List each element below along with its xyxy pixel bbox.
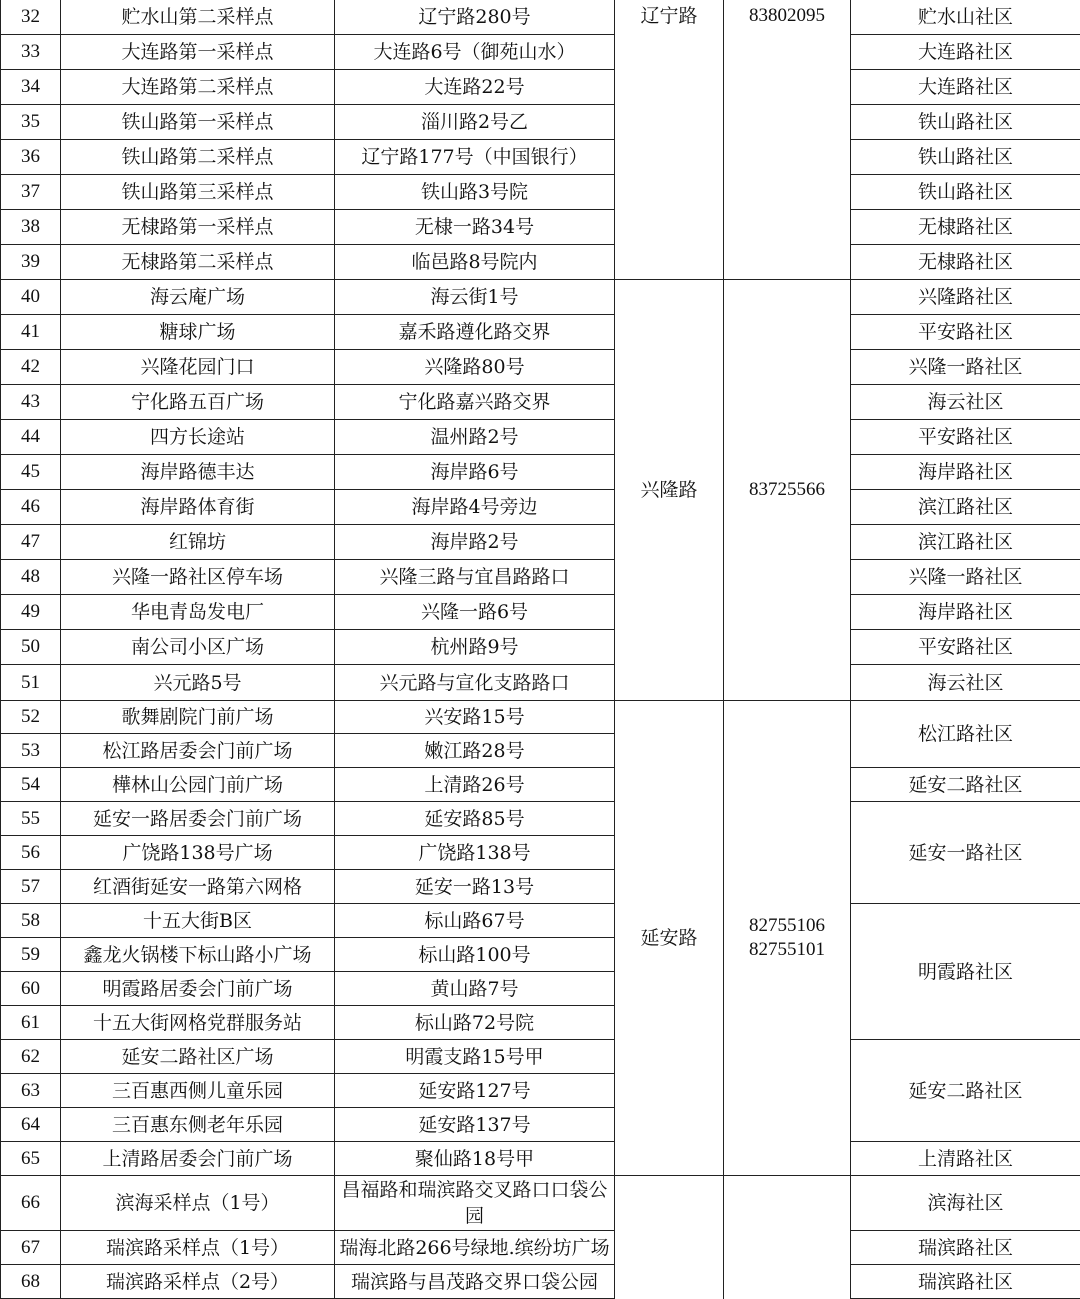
site-address: 兴元路与宣化支路路口 [335,665,615,701]
street-name: 辽宁路 [615,0,724,280]
community-name: 兴隆路社区 [851,280,1080,315]
row-number: 39 [1,245,61,280]
community-name: 海云社区 [851,385,1080,420]
site-address: 无棣一路34号 [335,210,615,245]
row-number: 55 [1,802,61,836]
table-row [1,701,1080,734]
table-row [1,560,1080,595]
site-name: 无棣路第一采样点 [61,210,335,245]
site-name: 铁山路第二采样点 [61,140,335,175]
community-name: 兴隆一路社区 [851,350,1080,385]
community-name: 滨江路社区 [851,490,1080,525]
community-name: 铁山路社区 [851,140,1080,175]
community-name: 延安二路社区 [851,768,1080,802]
table-row [1,768,1080,802]
table-row [1,280,1080,315]
site-name: 红酒街延安一路第六网格 [61,870,335,904]
street-name: 兴隆路 [615,280,724,701]
site-name: 兴隆花园门口 [61,350,335,385]
table-row [1,105,1080,140]
site-address: 大连路22号 [335,70,615,105]
row-number: 59 [1,938,61,972]
row-number: 57 [1,870,61,904]
row-number: 43 [1,385,61,420]
site-address: 临邑路8号院内 [335,245,615,280]
site-name: 糖球广场 [61,315,335,350]
site-name: 歌舞剧院门前广场 [61,701,335,734]
site-address: 温州路2号 [335,420,615,455]
table-row [1,904,1080,938]
community-name: 平安路社区 [851,630,1080,665]
row-number: 68 [1,1265,61,1299]
site-name: 铁山路第一采样点 [61,105,335,140]
site-address: 聚仙路18号甲 [335,1142,615,1176]
site-name: 大连路第二采样点 [61,70,335,105]
table-row [1,350,1080,385]
row-number: 52 [1,701,61,734]
site-name: 十五大街B区 [61,904,335,938]
row-number: 40 [1,280,61,315]
community-name: 瑞滨路社区 [851,1231,1080,1265]
table-row [1,1176,1080,1231]
table-row [1,175,1080,210]
site-name: 兴隆一路社区停车场 [61,560,335,595]
site-address: 兴隆一路6号 [335,595,615,630]
row-number: 51 [1,665,61,701]
site-address: 嫩江路28号 [335,734,615,768]
site-address: 兴隆三路与宜昌路路口 [335,560,615,595]
community-name: 大连路社区 [851,70,1080,105]
table-row [1,1231,1080,1265]
row-number: 47 [1,525,61,560]
community-name: 海云社区 [851,665,1080,701]
street-name: 延安路 [615,701,724,1176]
site-name: 瑞滨路采样点（2号） [61,1265,335,1299]
table-row [1,70,1080,105]
table-row [1,490,1080,525]
row-number: 46 [1,490,61,525]
site-name: 松江路居委会门前广场 [61,734,335,768]
community-name: 明霞路社区 [851,904,1080,1040]
table-row [1,1265,1080,1299]
row-number: 42 [1,350,61,385]
table-row [1,245,1080,280]
site-name: 宁化路五百广场 [61,385,335,420]
site-address: 延安路137号 [335,1108,615,1142]
site-name: 海云庵广场 [61,280,335,315]
row-number: 56 [1,836,61,870]
row-number: 62 [1,1040,61,1074]
site-address: 铁山路3号院 [335,175,615,210]
community-name: 贮水山社区 [851,0,1080,35]
row-number: 38 [1,210,61,245]
site-address: 宁化路嘉兴路交界 [335,385,615,420]
row-number: 58 [1,904,61,938]
site-name: 红锦坊 [61,525,335,560]
community-name: 上清路社区 [851,1142,1080,1176]
table-row [1,665,1080,701]
site-name: 贮水山第二采样点 [61,0,335,35]
row-number: 67 [1,1231,61,1265]
table-row [1,1040,1080,1074]
site-name: 樺林山公园门前广场 [61,768,335,802]
site-name: 滨海采样点（1号） [61,1176,335,1231]
site-name: 华电青岛发电厂 [61,595,335,630]
community-name: 滨海社区 [851,1176,1080,1231]
table-row [1,525,1080,560]
row-number: 41 [1,315,61,350]
community-name: 松江路社区 [851,701,1080,768]
row-number: 64 [1,1108,61,1142]
row-number: 49 [1,595,61,630]
table-row [1,0,1080,35]
row-number: 63 [1,1074,61,1108]
site-name: 十五大街网格党群服务站 [61,1006,335,1040]
site-address: 延安路85号 [335,802,615,836]
site-address: 广饶路138号 [335,836,615,870]
row-number: 37 [1,175,61,210]
site-address: 兴安路15号 [335,701,615,734]
table-row [1,140,1080,175]
site-name: 瑞滨路采样点（1号） [61,1231,335,1265]
site-address: 淄川路2号乙 [335,105,615,140]
site-address: 瑞海北路266号绿地.缤纷坊广场 [335,1231,615,1265]
table-row [1,802,1080,836]
row-number: 60 [1,972,61,1006]
site-address: 辽宁路177号（中国银行） [335,140,615,175]
site-name: 兴元路5号 [61,665,335,701]
row-number: 66 [1,1176,61,1231]
community-name: 大连路社区 [851,35,1080,70]
community-name: 瑞滨路社区 [851,1265,1080,1299]
community-name: 海岸路社区 [851,595,1080,630]
community-name: 海岸路社区 [851,455,1080,490]
street-name [615,1176,724,1299]
site-name: 四方长途站 [61,420,335,455]
site-name: 延安二路社区广场 [61,1040,335,1074]
row-number: 61 [1,1006,61,1040]
site-address: 标山路100号 [335,938,615,972]
row-number: 65 [1,1142,61,1176]
site-name: 三百惠西侧儿童乐园 [61,1074,335,1108]
community-name: 兴隆一路社区 [851,560,1080,595]
site-name: 海岸路体育街 [61,490,335,525]
site-address: 辽宁路280号 [335,0,615,35]
row-number: 32 [1,0,61,35]
site-name: 无棣路第二采样点 [61,245,335,280]
community-name: 延安二路社区 [851,1040,1080,1142]
row-number: 34 [1,70,61,105]
contact-phone [724,1176,851,1299]
site-address: 大连路6号（御苑山水） [335,35,615,70]
table-row [1,420,1080,455]
site-address: 标山路72号院 [335,1006,615,1040]
community-name: 铁山路社区 [851,105,1080,140]
site-name: 明霞路居委会门前广场 [61,972,335,1006]
table-row [1,210,1080,245]
row-number: 54 [1,768,61,802]
table-row [1,455,1080,490]
row-number: 53 [1,734,61,768]
row-number: 50 [1,630,61,665]
row-number: 45 [1,455,61,490]
table-row [1,595,1080,630]
site-name: 鑫龙火锅楼下标山路小广场 [61,938,335,972]
site-name: 铁山路第三采样点 [61,175,335,210]
site-address: 嘉禾路遵化路交界 [335,315,615,350]
contact-phone [724,701,851,1176]
site-address: 黄山路7号 [335,972,615,1006]
table-row [1,35,1080,70]
contact-phone: 83725566 [724,280,851,701]
community-name: 平安路社区 [851,420,1080,455]
site-address: 延安一路13号 [335,870,615,904]
community-name: 铁山路社区 [851,175,1080,210]
site-name: 三百惠东侧老年乐园 [61,1108,335,1142]
site-address: 昌福路和瑞滨路交叉路口口袋公园 [335,1176,615,1231]
site-address: 海岸路4号旁边 [335,490,615,525]
site-address: 明霞支路15号甲 [335,1040,615,1074]
community-name: 无棣路社区 [851,245,1080,280]
contact-phone-line: 82755101 [728,938,846,962]
site-name: 大连路第一采样点 [61,35,335,70]
site-address: 杭州路9号 [335,630,615,665]
site-address: 上清路26号 [335,768,615,802]
site-name: 上清路居委会门前广场 [61,1142,335,1176]
contact-phone: 83802095 [724,0,851,280]
row-number: 33 [1,35,61,70]
row-number: 35 [1,105,61,140]
community-name: 滨江路社区 [851,525,1080,560]
row-number: 44 [1,420,61,455]
community-name: 无棣路社区 [851,210,1080,245]
site-address: 兴隆路80号 [335,350,615,385]
row-number: 36 [1,140,61,175]
site-address: 标山路67号 [335,904,615,938]
table-row [1,315,1080,350]
site-name: 海岸路德丰达 [61,455,335,490]
site-address: 海岸路2号 [335,525,615,560]
site-name: 南公司小区广场 [61,630,335,665]
site-address: 海岸路6号 [335,455,615,490]
site-address: 瑞滨路与昌茂路交界口袋公园 [335,1265,615,1299]
community-name: 延安一路社区 [851,802,1080,904]
row-number: 48 [1,560,61,595]
community-name: 平安路社区 [851,315,1080,350]
site-address: 延安路127号 [335,1074,615,1108]
site-address: 海云街1号 [335,280,615,315]
site-name: 广饶路138号广场 [61,836,335,870]
site-name: 延安一路居委会门前广场 [61,802,335,836]
table-row [1,630,1080,665]
table-row [1,1142,1080,1176]
table-row [1,385,1080,420]
contact-phone-line: 82755106 [728,914,846,938]
